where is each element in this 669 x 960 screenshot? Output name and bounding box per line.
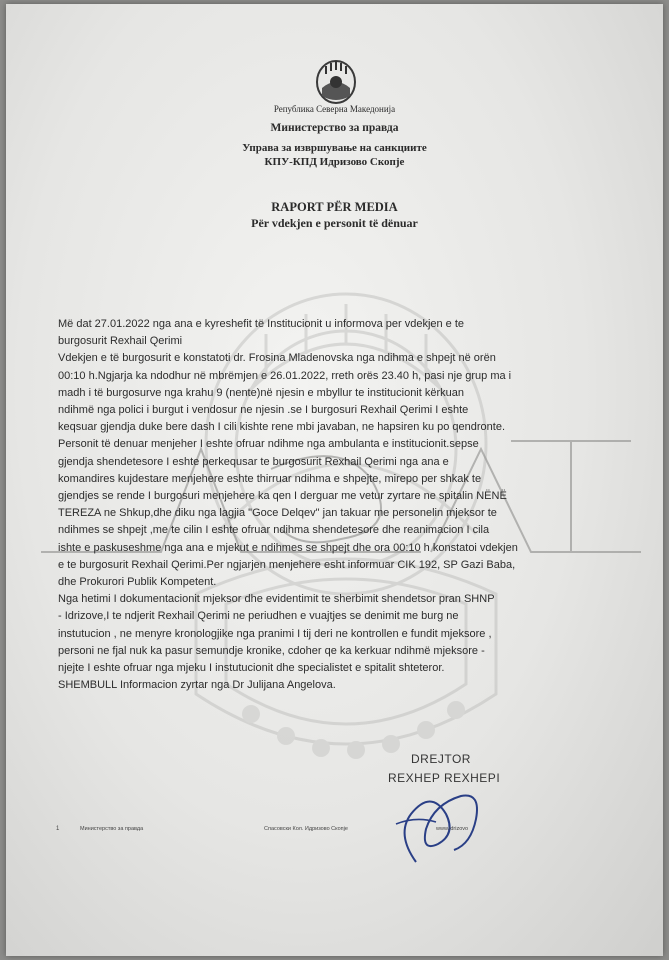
- body-line: madh i të burgosurve nga krahu 9 (nente)në njesin e mbyllur te institucionit kërkuan: [58, 386, 465, 399]
- body-line: gjendja shendetesore I eshte perkequsar te burgosurit Rexhail Qerimi nga ana e: [58, 455, 449, 468]
- body-line: gjendjes se rende I burgosuri menjehere ka qen I derguar me vetur zyrtare ne spitalin NËNË: [58, 490, 507, 503]
- body-line: komandires kujdestare menjehere eshte thirruar ndihma e shpejte, mirepo per shkak te: [58, 472, 482, 485]
- republic-name: Република Северна Македонија: [273, 104, 396, 114]
- state-crest-icon: [314, 56, 358, 106]
- body-line: Nga hetimi I dokumentacionit mjeksor dhe evidentimit te sherbimit shendetsor pran SHNP: [58, 593, 495, 606]
- body-line: e te burgosurit Rexhail Qerimi.Per ngjarjen menjehere esht informuar CIK 192, SP Gazi Baba,: [58, 558, 516, 571]
- body-line: - Idrizove,I te ndjerit Rexhail Qerimi ne periudhen e vuajtjes se denimit me burg ne: [58, 610, 459, 623]
- body-line: dhe Prokurori Publik Kompetent.: [58, 576, 217, 589]
- report-subtitle: Për vdekjen e personit të dënuar: [251, 216, 418, 230]
- report-title: RAPORT PËR MEDIA: [271, 200, 398, 214]
- document-page: [6, 4, 663, 956]
- body-line: ndihmë nga polici i burgut i vendosur ne njesin .se I burgosuri Rexhail Qerimi I eshte: [58, 404, 469, 417]
- body-line: Personit të denuar menjeher I eshte ofruar ndihme nga ambulanta e institucionit.sepse: [58, 438, 479, 451]
- signatory-title: DREJTOR: [411, 752, 471, 766]
- body-line: Më dat 27.01.2022 nga ana e kyreshefit të Institucionit u informova per vdekjen e te: [58, 318, 465, 330]
- footer-address: Спасовски Кол. Идризово Скопје: [264, 826, 348, 832]
- body-line: burgosurit Rexhail Qerimi: [58, 335, 183, 348]
- signatory-name: REXHEP REXHEPI: [388, 771, 501, 785]
- institution-name: КПУ-КПД Идризово Скопје: [264, 156, 405, 168]
- body-line: ndihmes se shpejt ,me te cilin I eshte ofruar ndihma shendetesore dhe reanimacion I cila: [58, 524, 490, 537]
- handwritten-signature: [376, 774, 496, 869]
- footer-website: www.idrizovo: [436, 826, 469, 832]
- page-number: 1: [56, 826, 60, 832]
- body-line: keqsuar gjendja duke bere dash I cili kishte rene mbi javaban, ne hapsiren ku po qendronte.: [58, 421, 506, 434]
- body-line: instutucion , ne menyre kronologjike nga pranimi I tij deri ne kontrollen e fundit mjeksore ,: [58, 627, 492, 640]
- footer-ministry: Министерство за правда: [80, 826, 144, 832]
- ministry-name: Министерство за правда: [270, 122, 399, 134]
- body-line: ishte e paskuseshme nga ana e mjekut e ndihmes se shpejt dhe ora 00:10 h konstatoi vdekjen: [58, 541, 518, 554]
- directorate-name: Управа за извршување на санкциите: [242, 142, 427, 154]
- body-line: 00:10 h.Ngjarja ka ndodhur në mbrëmjen e 26.01.2022, rreth orës 23.40 h, pasi nje grup ma i: [58, 369, 512, 382]
- body-line: Vdekjen e të burgosurit e konstatoti dr. Frosina Mladenovska nga ndihma e shpejt në orën: [58, 352, 496, 365]
- body-line: SHEMBULL Informacion zyrtar nga Dr Julijana Angelova.: [58, 679, 336, 692]
- report-body: [58, 316, 618, 694]
- body-line: TEREZA ne Shkup,dhe diku nga lagjia "Goce Delqev" jan takuar me personelin mjeksor te: [58, 507, 497, 520]
- body-line: personi ne fjal nuk ka pasur semundje kronike, cdoher qe ka kerkuar ndihmë mjeksore -: [58, 644, 485, 657]
- body-line: njejte I eshte ofruar nga mjeku I instutucionit dhe specialistet e spitalit shteteror.: [58, 662, 445, 675]
